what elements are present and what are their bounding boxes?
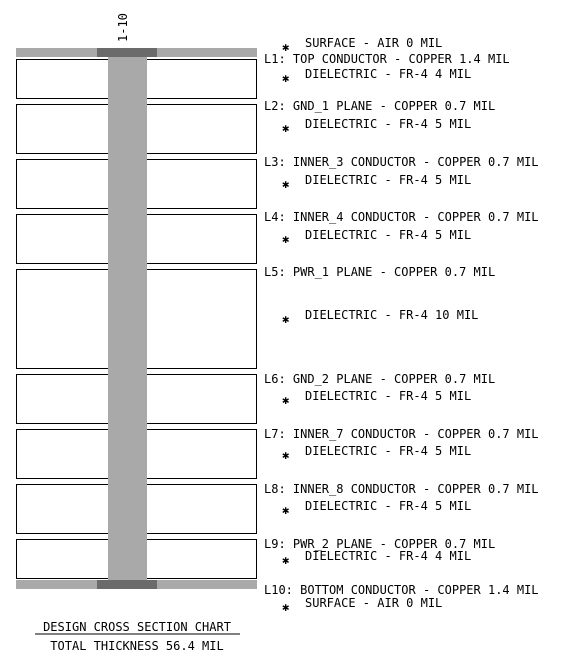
layer-label-conductor: L3: INNER_3 CONDUCTOR - COPPER 0.7 MIL: [264, 155, 539, 169]
layer-bullet: ✱: [282, 312, 290, 326]
caption: [35, 620, 240, 653]
layer-labels: [264, 36, 539, 614]
layer-label-dielectric: DIELECTRIC - FR-4 5 MIL: [305, 173, 472, 187]
via-barrel: [108, 57, 147, 580]
layer-label-dielectric: DIELECTRIC - FR-4 5 MIL: [305, 389, 472, 403]
via-span-label: 1-10: [116, 13, 130, 42]
layer-label-surface: SURFACE - AIR 0 MIL: [305, 36, 443, 50]
layer-bullet: ✱: [282, 232, 290, 246]
layer-bullet: ✱: [282, 553, 290, 567]
top-via-pad: [97, 48, 157, 57]
layer-label-conductor: L9: PWR_2 PLANE - COPPER 0.7 MIL: [264, 537, 496, 551]
layer-label-dielectric: DIELECTRIC - FR-4 5 MIL: [305, 228, 472, 242]
layer-label-conductor: L6: GND_2 PLANE - COPPER 0.7 MIL: [264, 372, 496, 386]
layer-label-dielectric: DIELECTRIC - FR-4 4 MIL: [305, 549, 472, 563]
layer-label-conductor: L2: GND_1 PLANE - COPPER 0.7 MIL: [264, 99, 496, 113]
layer-bullet: ✱: [282, 393, 290, 407]
layer-label-dielectric: DIELECTRIC - FR-4 5 MIL: [305, 499, 472, 513]
layer-label-conductor: L4: INNER_4 CONDUCTOR - COPPER 0.7 MIL: [264, 210, 539, 224]
layer-label-conductor: L5: PWR_1 PLANE - COPPER 0.7 MIL: [264, 265, 496, 279]
layer-bullet: ✱: [282, 40, 290, 54]
layer-bullet: ✱: [282, 600, 290, 614]
layer-label-conductor: L10: BOTTOM CONDUCTOR - COPPER 1.4 MIL: [264, 583, 539, 597]
total-thickness: TOTAL THICKNESS 56.4 MIL: [50, 639, 224, 653]
layer-label-conductor: L1: TOP CONDUCTOR - COPPER 1.4 MIL: [264, 52, 510, 66]
layer-bullet: ✱: [282, 177, 290, 191]
layer-label-surface: SURFACE - AIR 0 MIL: [305, 596, 443, 610]
layer-label-dielectric: DIELECTRIC - FR-4 5 MIL: [305, 444, 472, 458]
layer-bullet: ✱: [282, 448, 290, 462]
layer-bullet: ✱: [282, 121, 290, 135]
layer-bullet: ✱: [282, 71, 290, 85]
bottom-via-pad: [97, 580, 157, 589]
chart-title: DESIGN CROSS SECTION CHART: [43, 620, 231, 634]
layer-label-conductor: L7: INNER_7 CONDUCTOR - COPPER 0.7 MIL: [264, 427, 539, 441]
layer-label-dielectric: DIELECTRIC - FR-4 5 MIL: [305, 117, 472, 131]
layer-label-conductor: L8: INNER_8 CONDUCTOR - COPPER 0.7 MIL: [264, 482, 539, 496]
board-cross-section: [16, 48, 257, 589]
layer-label-dielectric: DIELECTRIC - FR-4 10 MIL: [305, 308, 479, 322]
layer-bullet: ✱: [282, 503, 290, 517]
layer-label-dielectric: DIELECTRIC - FR-4 4 MIL: [305, 67, 472, 81]
